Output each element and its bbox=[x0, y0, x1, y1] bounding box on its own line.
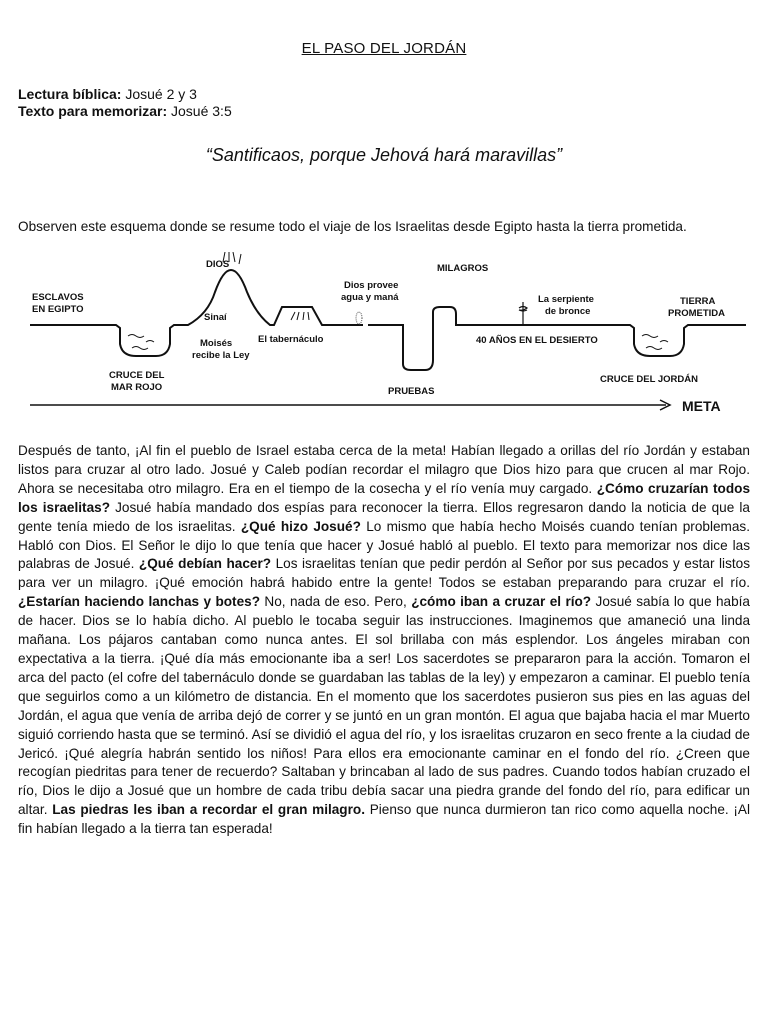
serpent-pole bbox=[519, 302, 527, 325]
story-question: ¿Estarían haciendo lanchas y botes? bbox=[18, 594, 261, 610]
label-desierto: 40 AÑOS EN EL DESIERTO bbox=[476, 335, 598, 346]
meta-arrow bbox=[30, 400, 670, 410]
label-rojo-2: MAR ROJO bbox=[111, 382, 163, 393]
story-question: ¿Qué hizo Josué? bbox=[240, 518, 361, 534]
story-question: ¿cómo iban a cruzar el río? bbox=[411, 594, 592, 610]
reading-line bbox=[18, 86, 232, 103]
journey-diagram bbox=[18, 252, 753, 422]
memory-value: Josué 3:5 bbox=[171, 103, 232, 119]
story-text: Los israelitas tenían que pedir perdón al Señor por sus pecados y estar listos para ver un milagro. ¡Qué emoción habrá habido entre la gente! Todos se estaban preparando para cruzar el río. bbox=[18, 556, 750, 591]
label-serpiente-2: de bronce bbox=[545, 306, 591, 317]
reading-value: Josué 2 y 3 bbox=[125, 86, 197, 102]
sinai-rays bbox=[223, 252, 309, 320]
memory-label: Texto para memorizar: bbox=[18, 103, 168, 119]
intro-paragraph: Observen este esquema donde se resume todo el viaje de los Israelitas desde Egipto hasta la tierra prometida. bbox=[18, 219, 687, 234]
memory-quote: “Santificaos, porque Jehová hará maravillas” bbox=[205, 145, 563, 165]
label-tabernaculo: El tabernáculo bbox=[258, 334, 324, 345]
story-text: Josué sabía lo que había de hacer. Dios se lo había dicho. Al pueblo le tocaba seguir las instrucciones. Imaginemos que amaneció una linda mañana. Los pájaros cantaban como nunca antes. El sol brillaba con más esplendor. Los ángeles miraban con expectativa a la tierra. ¡Qué día más emocionante iba a ser! Los sacerdotes se prepararon para la acción. Tomaron el arca del pacto (el cofre del tabernáculo donde se guardaban las tablas de la ley) y empezaron a caminar. El pueblo tenía que seguirlos como a un kilómetro de distancia. En el momento que los sacerdotes pusieron sus pies en las aguas del Jordán, el agua que venía de arriba dejó de correr y se juntó en un gran montón. El agua que bajaba hacia el mar Muerto siguió corriendo hasta que se terminó. Así se dividió el agua del río, y los israelitas cruzaron en seco frente a la ciudad de Jericó. ¡Qué alegría habrán sentido los niños! Para ellos era emocionante caminar en el fondo del río. ¿Creen que recogían piedritas para tener de recuerdo? Saltaban y brincaban al lado de sus padres. Cuando todos habían cruzado el río, Dios le dijo a Josué que un hombre de cada tribu debía sacar una piedra grande del fondo del río, para edificar un altar. bbox=[18, 594, 750, 818]
label-provee-2: agua y maná bbox=[341, 292, 399, 303]
story-question: Las piedras les iban a recordar el gran milagro. bbox=[52, 802, 365, 818]
label-tierra-1: TIERRA bbox=[680, 296, 716, 307]
label-serpiente-1: La serpiente bbox=[538, 294, 594, 305]
label-milagros: MILAGROS bbox=[437, 263, 489, 274]
story-text: Josué había mandado dos espías para reconocer la tierra. Ellos regresaron dando la noticia de que la gente tenía miedo de los israelitas. bbox=[18, 499, 750, 534]
label-moises-2: recibe la Ley bbox=[192, 350, 250, 361]
label-rojo-1: CRUCE DEL bbox=[109, 370, 165, 381]
story-text: Pienso que nunca durmieron tan rico como aquella noche. ¡Al fin habían llegado a la tierra tan esperada! bbox=[18, 802, 751, 837]
label-jordan: CRUCE DEL JORDÁN bbox=[600, 374, 699, 385]
reading-label: Lectura bíblica: bbox=[18, 86, 122, 102]
label-esclavos-2: EN EGIPTO bbox=[32, 304, 84, 315]
story-question: ¿Qué debían hacer? bbox=[138, 556, 272, 572]
story-question: ¿Cómo cruzarían todos los israelitas? bbox=[18, 480, 751, 515]
label-tierra-2: PROMETIDA bbox=[668, 308, 725, 319]
manna-drops bbox=[356, 312, 362, 324]
story-paragraph bbox=[18, 442, 750, 839]
label-moises-1: Moisés bbox=[200, 338, 233, 349]
label-dios: DIOS bbox=[206, 259, 230, 270]
label-esclavos-1: ESCLAVOS bbox=[32, 292, 84, 303]
page-title: EL PASO DEL JORDÁN bbox=[301, 40, 467, 57]
story-text: No, nada de eso. Pero, bbox=[260, 594, 412, 610]
label-pruebas: PRUEBAS bbox=[388, 386, 435, 397]
label-meta: META bbox=[682, 398, 721, 414]
reading-info bbox=[18, 86, 232, 120]
memory-line bbox=[18, 103, 232, 120]
label-provee-1: Dios provee bbox=[344, 280, 399, 291]
story-text: Después de tanto, ¡Al fin el pueblo de Israel estaba cerca de la meta! Habían llegado a orillas del río Jordán y estaban listos para cruzar al otro lado. Josué y Caleb podían recordar el milagro que Dios hizo para que crucen al mar Rojo. Ahora se necesitaba otro milagro. Era en el tiempo de la cosecha y el río venía muy cargado. bbox=[18, 443, 750, 496]
label-sinai: Sinaí bbox=[204, 312, 227, 323]
story-text: Lo mismo que había hecho Moisés cuando tenían problemas. Habló con Dios. El Señor le dijo lo que tenía que hacer y Josué habló al pueblo. El texto para memorizar nos dice las palabras de Josué. bbox=[18, 518, 750, 572]
